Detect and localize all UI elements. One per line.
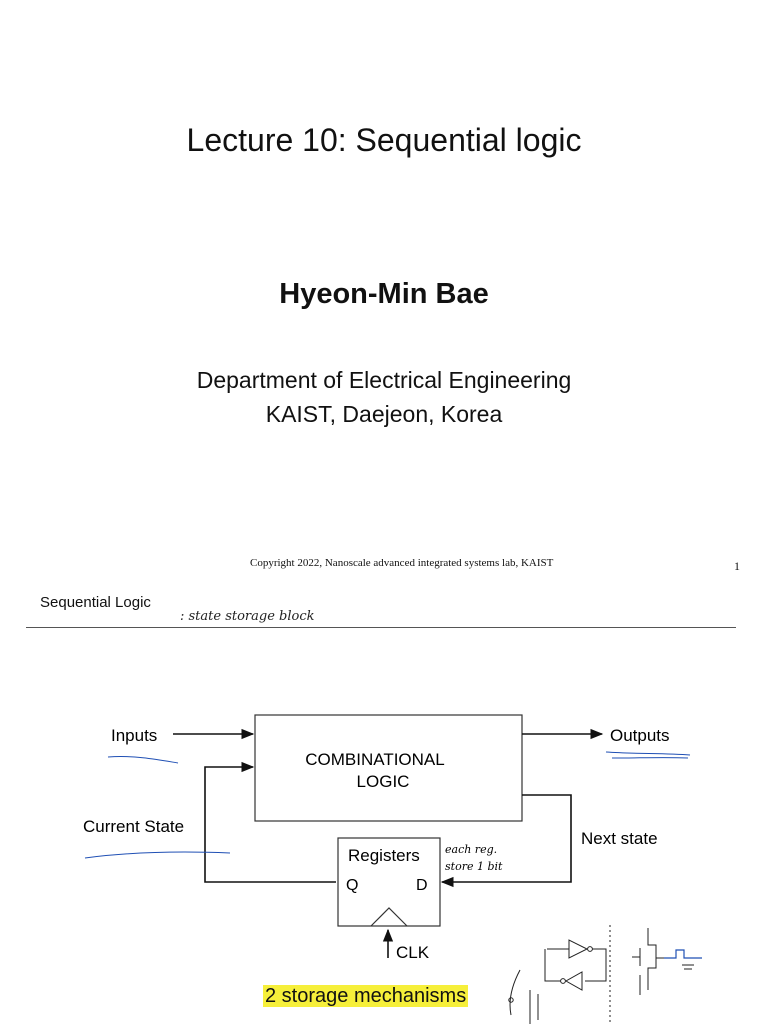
next-state-label: Next state [581,829,658,848]
slide-heading: Sequential Logic [40,594,151,611]
clock-edge-symbol [371,908,407,926]
block-label-line2: LOGIC [356,772,410,791]
pen-underline-current-state [85,852,230,858]
sequential-logic-diagram [0,640,768,1024]
handwritten-note-line1: each reg. [445,843,498,856]
register-d-label: D [416,877,428,894]
storage-mechanisms-highlight [263,985,468,1008]
institution: KAIST, Daejeon, Korea [265,401,503,427]
outputs-label: Outputs [610,726,670,745]
block-label-line1: COMBINATIONAL [305,750,445,769]
clk-label: CLK [396,943,430,962]
copyright-notice: Copyright 2022, Nanoscale advanced integrated systems lab, KAIST [250,557,554,569]
author-name: Hyeon-Min Bae [279,278,489,310]
current-state-label: Current State [83,817,185,836]
page-number: 1 [734,559,740,573]
register-q-label: Q [346,877,359,894]
handwritten-note-line2: store 1 bit [445,860,503,873]
pen-waveform [664,950,702,958]
department: Department of Electrical Engineering [196,367,572,393]
handwritten-annotation-heading: : state storage block [180,609,315,624]
current-state-path [205,767,336,882]
inputs-label: Inputs [111,726,158,745]
pen-underline-inputs [108,757,178,763]
storage-mechanisms-text: 2 storage mechanisms [265,985,467,1007]
heading-rule [26,627,736,628]
pen-underline-outputs [606,752,690,755]
registers-label: Registers [348,846,420,865]
slide-title: Lecture 10: Sequential logic [186,122,582,158]
handwritten-latch-sketch [509,925,694,1024]
